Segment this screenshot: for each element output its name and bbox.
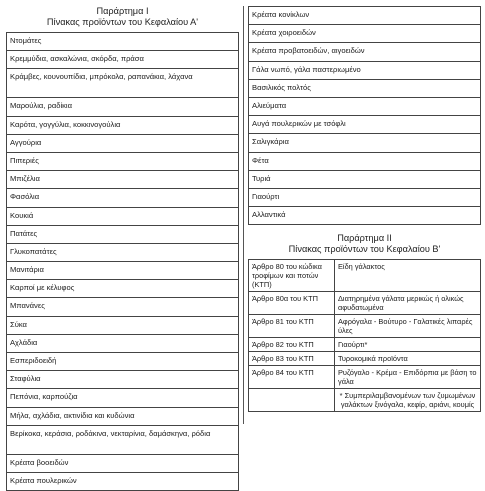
article-cell: Άρθρο 84 του ΚΤΠ bbox=[249, 366, 335, 389]
product-cell: Κουκιά bbox=[7, 207, 239, 225]
product-cell: Αλλαντικά bbox=[249, 207, 481, 225]
product-cell: Γάλα νωπό, γάλα παστεριωμένο bbox=[249, 61, 481, 79]
product-cell: Μπανάνες bbox=[7, 298, 239, 316]
table-row bbox=[7, 116, 239, 134]
table-row bbox=[7, 262, 239, 280]
product-cell: Κράμβες, κουνουπίδια, μπρόκολα, ραπανάκια, λάχανα bbox=[7, 69, 239, 98]
product-cell: Αλιεύματα bbox=[249, 97, 481, 115]
annex1-table-continued bbox=[248, 6, 481, 225]
product-cell: Αχλάδια bbox=[7, 334, 239, 352]
column-divider bbox=[243, 6, 244, 424]
table-row bbox=[249, 352, 481, 366]
product-cell: Βερίκοκα, κεράσια, ροδάκινα, νεκταρίνια, δαμάσκηνα, ρόδια bbox=[7, 425, 239, 454]
product-cell: Μανιτάρια bbox=[7, 262, 239, 280]
table-row bbox=[249, 260, 481, 292]
product-cell: Γιαούρτι* bbox=[335, 338, 481, 352]
product-cell: Πεπόνια, καρπούζια bbox=[7, 389, 239, 407]
left-column bbox=[6, 4, 239, 491]
product-cell: Γιαούρτι bbox=[249, 188, 481, 206]
table-row bbox=[7, 389, 239, 407]
product-cell: Φέτα bbox=[249, 152, 481, 170]
table-row bbox=[7, 33, 239, 51]
annex2-heading bbox=[248, 233, 481, 259]
table-row bbox=[7, 243, 239, 261]
table-row bbox=[7, 280, 239, 298]
article-cell: Άρθρο 80α του ΚΤΠ bbox=[249, 292, 335, 315]
table-row bbox=[249, 25, 481, 43]
table-row bbox=[7, 171, 239, 189]
annex1-subtitle: Πίνακας προϊόντων του Κεφαλαίου Α' bbox=[46, 17, 199, 27]
table-row bbox=[7, 472, 239, 490]
product-cell: Κρέατα κονίκλων bbox=[249, 7, 481, 25]
annex1-heading bbox=[6, 4, 239, 32]
table-row bbox=[249, 152, 481, 170]
table-row bbox=[7, 225, 239, 243]
product-cell: Εσπεριδοειδή bbox=[7, 353, 239, 371]
table-row bbox=[249, 366, 481, 389]
product-cell: Είδη γάλακτος bbox=[335, 260, 481, 292]
annex1-title: Παράρτημα Ι bbox=[96, 6, 149, 16]
product-cell: Τυροκομικά προϊόντα bbox=[335, 352, 481, 366]
product-cell: Μαρούλια, ραδίκια bbox=[7, 98, 239, 116]
product-cell: Κρέατα πουλερικών bbox=[7, 472, 239, 490]
product-cell: Αυγά πουλερικών με τσόφλι bbox=[249, 116, 481, 134]
right-column bbox=[248, 6, 481, 412]
table-row bbox=[249, 207, 481, 225]
article-cell bbox=[249, 389, 335, 412]
table-row bbox=[7, 69, 239, 98]
product-cell: Τυριά bbox=[249, 170, 481, 188]
product-cell: Γλυκοπατάτες bbox=[7, 243, 239, 261]
product-cell: Ρυζόγαλο - Κρέμα - Επιδόρπια με βάση το γάλα bbox=[335, 366, 481, 389]
product-cell: Αγγούρια bbox=[7, 134, 239, 152]
annex2-subtitle: Πίνακας προϊόντων του Κεφαλαίου Β' bbox=[288, 244, 441, 255]
product-cell: Κρέατα προβατοειδών, αιγοειδών bbox=[249, 43, 481, 61]
product-cell: Κρέατα χοιροειδών bbox=[249, 25, 481, 43]
table-row bbox=[249, 315, 481, 338]
product-cell: Διατηρημένα γάλατα μερικώς ή ολικώς αφυδατωμένα bbox=[335, 292, 481, 315]
product-cell: Κρεμμύδια, ασκαλώνια, σκόρδα, πράσα bbox=[7, 51, 239, 69]
product-cell: Σύκα bbox=[7, 316, 239, 334]
table-row bbox=[7, 454, 239, 472]
annex2-table bbox=[248, 259, 481, 412]
table-row bbox=[249, 61, 481, 79]
table-row bbox=[249, 188, 481, 206]
table-row bbox=[249, 79, 481, 97]
product-cell: Μπιζέλια bbox=[7, 171, 239, 189]
table-row bbox=[7, 207, 239, 225]
product-cell: Κρέατα βοοειδών bbox=[7, 454, 239, 472]
annex1-table bbox=[6, 32, 239, 491]
product-cell: Μήλα, αχλάδια, ακτινίδια και κυδώνια bbox=[7, 407, 239, 425]
article-cell: Άρθρο 81 του ΚΤΠ bbox=[249, 315, 335, 338]
article-cell: Άρθρο 80 του κώδικα τροφίμων και ποτών (ΚΤΠ) bbox=[249, 260, 335, 292]
product-cell: Πιπεριές bbox=[7, 152, 239, 170]
product-cell: Αφρόγαλα - Βούτυρο - Γαλατικές λιπαρές ύλες bbox=[335, 315, 481, 338]
table-row bbox=[7, 51, 239, 69]
product-cell: Καρότα, γογγύλια, κοκκινογούλια bbox=[7, 116, 239, 134]
product-cell: Σταφύλια bbox=[7, 371, 239, 389]
table-row bbox=[249, 134, 481, 152]
table-row bbox=[249, 292, 481, 315]
product-cell: Βασιλικός πολτός bbox=[249, 79, 481, 97]
product-cell: * Συμπεριλαμβανομένων των ζυμωμένων γαλάκτων ξινόγαλα, κεφίρ, αριάνι, κουμίς bbox=[335, 389, 481, 412]
table-row bbox=[7, 407, 239, 425]
table-row bbox=[249, 170, 481, 188]
product-cell: Ντομάτες bbox=[7, 33, 239, 51]
table-row bbox=[249, 43, 481, 61]
table-row bbox=[7, 152, 239, 170]
annex2-title: Παράρτημα ΙΙ bbox=[337, 233, 392, 244]
table-row bbox=[249, 97, 481, 115]
table-row bbox=[249, 7, 481, 25]
product-cell: Πατάτες bbox=[7, 225, 239, 243]
table-row bbox=[249, 116, 481, 134]
table-row bbox=[7, 371, 239, 389]
article-cell: Άρθρο 83 του ΚΤΠ bbox=[249, 352, 335, 366]
table-row bbox=[7, 353, 239, 371]
table-row bbox=[7, 189, 239, 207]
table-row bbox=[7, 134, 239, 152]
product-cell: Καρποί με κέλυφος bbox=[7, 280, 239, 298]
table-row bbox=[7, 334, 239, 352]
product-cell: Σαλιγκάρια bbox=[249, 134, 481, 152]
table-row bbox=[249, 389, 481, 412]
article-cell: Άρθρο 82 του ΚΤΠ bbox=[249, 338, 335, 352]
table-row bbox=[7, 98, 239, 116]
table-row bbox=[249, 338, 481, 352]
product-cell: Φασόλια bbox=[7, 189, 239, 207]
table-row bbox=[7, 316, 239, 334]
table-row bbox=[7, 298, 239, 316]
